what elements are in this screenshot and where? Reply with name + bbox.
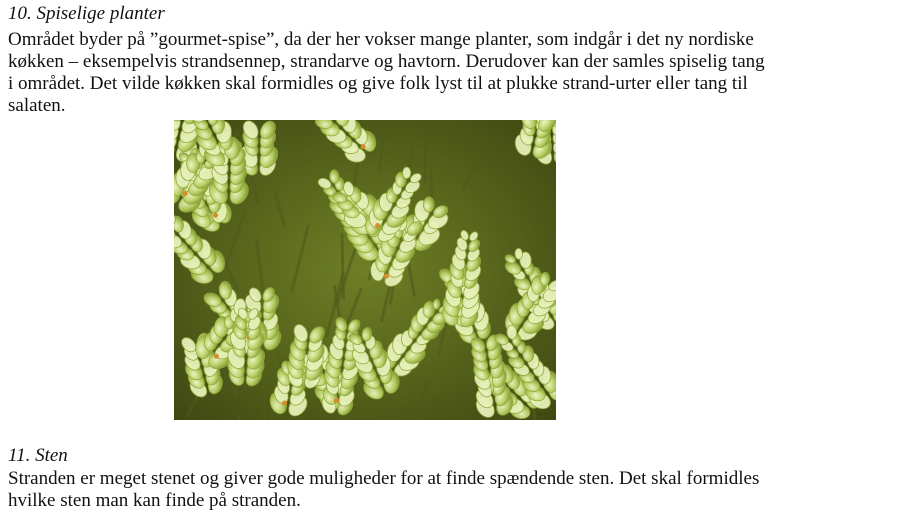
flower-bud bbox=[361, 144, 366, 149]
paragraph-line: salaten. bbox=[8, 95, 66, 116]
flower-bud bbox=[334, 398, 339, 403]
flower-bud bbox=[384, 274, 389, 279]
section-10-paragraph bbox=[8, 29, 765, 117]
plant-photo-image bbox=[174, 120, 556, 420]
paragraph-line: i området. Det vilde køkken skal formidles og give folk lyst til at plukke strand-urter eller tang til bbox=[8, 73, 748, 94]
leaf bbox=[515, 248, 523, 259]
leaf bbox=[403, 167, 411, 179]
flower-bud bbox=[214, 354, 219, 359]
paragraph-line: hvilke sten man kan finde på stranden. bbox=[8, 490, 301, 511]
paragraph-line: køkken – eksempelvis strandsennep, strandarve og havtorn. Derudover kan der samles spiselig tang bbox=[8, 51, 765, 72]
section-11-paragraph bbox=[8, 468, 759, 512]
section-11-heading: 11. Sten bbox=[8, 445, 68, 466]
section-10-heading: 10. Spiselige planter bbox=[8, 3, 165, 24]
flower-bud bbox=[282, 401, 287, 406]
plant-photo bbox=[174, 120, 556, 420]
leaf bbox=[423, 197, 434, 213]
flower-bud bbox=[213, 213, 218, 218]
paragraph-line: Stranden er meget stenet og giver gode muligheder for at finde spændende sten. Det skal formidles bbox=[8, 468, 760, 489]
flower-bud bbox=[375, 223, 380, 228]
flower-bud bbox=[183, 191, 188, 196]
paragraph-line: Området byder på ”gourmet-spise”, da der her vokser mange planter, som indgår i det ny nordiske bbox=[8, 29, 754, 50]
